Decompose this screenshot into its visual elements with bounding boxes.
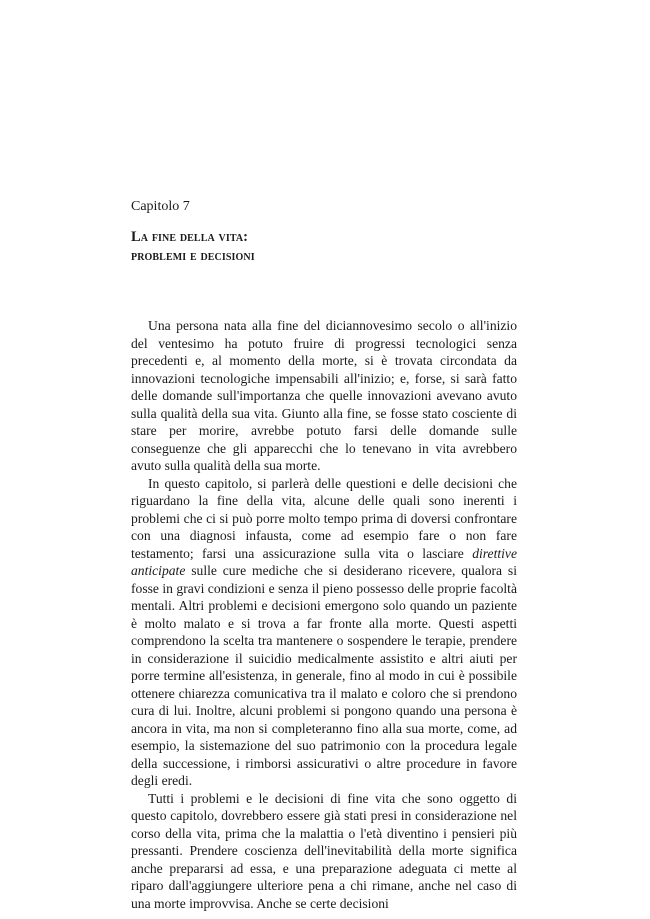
- chapter-title-line-1: La fine della vita:: [131, 229, 249, 245]
- paragraph-2-text-start: In questo capitolo, si parlerà delle questioni e delle decisioni che riguardano la fine della vita, alcune delle quali sono inerenti i problemi che ci si può porre molto tempo prima di doversi confrontare con una diagnosi infausta, come ad esempio fare o non fare testamento; farsi una assicurazione sulla vita o lasciare: [131, 475, 517, 561]
- body-text: [131, 317, 517, 912]
- chapter-label: Capitolo 7: [131, 199, 190, 214]
- paragraph-1: Una persona nata alla fine del diciannovesimo secolo o all'inizio del ventesimo ha potuto fruire di progressi tecnologici senza precedenti e, al momento della morte, si è trovata circondata da innovazioni tecnologiche impensabili all'inizio; e, forse, si sarà fatto delle domande sull'importanza che quelle innovazioni avevano avuto sulla qualità della sua vita. Giunto alla fine, se fosse stato cosciente di stare per morire, avrebbe potuto farsi delle domande sulle conseguenze che gli apparecchi che lo tenevano in vita avrebbero avuto sulla qualità della sua morte.: [131, 318, 517, 473]
- paragraph-3: Tutti i problemi e le decisioni di fine vita che sono oggetto di questo capitolo, dovrebbero essere già stati presi in considerazione nel corso della vita, prima che la malattia o l'età diventino i pensieri più pressanti. Prendere coscienza dell'inevitabilità della morte significa anche prepararsi ad essa, e una preparazione adeguata ci mette al riparo dall'aggiungere ulteriore pena a chi rimane, anche nel caso di una morte improvvisa. Anche se certe decisioni: [131, 790, 517, 911]
- paragraph-2: [131, 475, 517, 790]
- emphasis-term: direttive anticipate: [131, 545, 517, 578]
- chapter-title-line-2: problemi e decisioni: [131, 248, 255, 264]
- paragraph-2-text-end: sulle cure mediche che si desiderano ricevere, qualora si fosse in gravi condizioni e senza il pieno possesso delle proprie facoltà mentali. Altri problemi e decisioni emergono solo quando un paziente è molto malato e si trova a far fronte alla morte. Questi aspetti comprendono la scelta tra mantenere o sospendere le terapie, prendere in considerazione il suicidio medicalmente assistito e altri aiuti per porre termine all'esistenza, in generale, fino al modo in cui è possibile ottenere chiarezza comunicativa tra il malato e coloro che si prendono cura di lui. Inoltre, alcuni problemi si pongono quando una persona è ancora in vita, ma non si completeranno fino alla sua morte, come, ad esempio, la sistemazione del suo patrimonio con la procedura legale della successione, i rimborsi assicurativi o altre procedure in favore degli eredi.: [131, 563, 517, 788]
- chapter-title: [131, 228, 255, 266]
